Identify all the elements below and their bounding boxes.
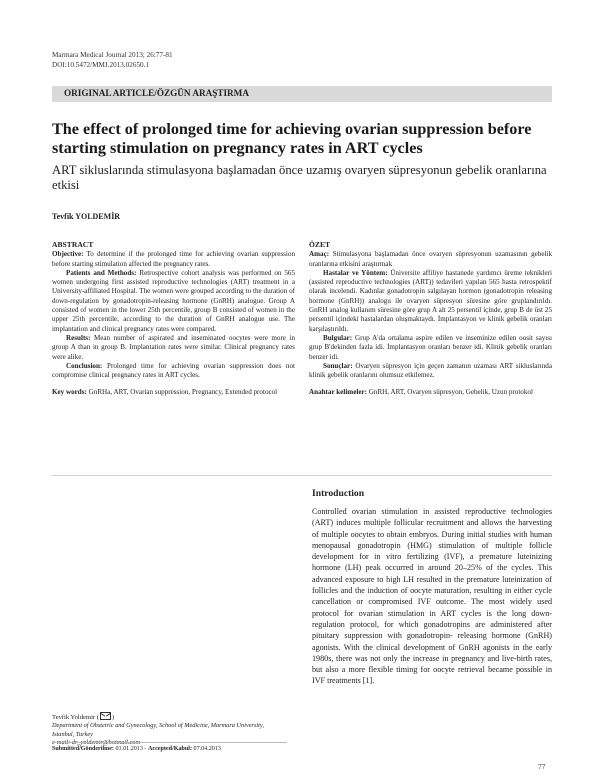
- accepted-date: 07.04.2013: [192, 746, 221, 752]
- submitted-label: Submitted/Gönderilme:: [52, 746, 114, 752]
- department-text: Department of Obstetric and Gynecology, School of Medicine, Marmara University, Istanbul, Turkey: [52, 722, 264, 738]
- anahtar-text: GnRH, ART, Ovaryen süpresyon, Gebelik, Uzun protokol: [367, 388, 533, 397]
- abstract-objective: [52, 250, 295, 269]
- abstract-results: [52, 334, 295, 362]
- correspondence-name: Tevfik Yoldemir: [52, 714, 96, 721]
- amac-label: Amaç:: [309, 250, 330, 259]
- methods-text: Retrospective cohort analysis was performed on 565 women undergoing first assisted reproductive technologies (ART) treatment in a University-affiliated Hospital. The women were grouped according to the duration of down-regulation by gonadotropin-releasing hormone (GnRH) analogue. Group A consisted of women in the lower 25th percentile, group B consisted of women in the upper 25th percentile, according to the duration of GnRH analogue use. The implantation and clinical pregnancy rates were compared.: [52, 268, 296, 333]
- results-label: Results:: [66, 333, 91, 342]
- ozet-sonuc: [309, 362, 552, 381]
- submitted-date: 03.01.2013: [113, 746, 143, 752]
- ozet-heading: ÖZET: [309, 240, 331, 249]
- author-name: Tevfik YOLDEMİR: [52, 212, 121, 221]
- ozet-yontem: [309, 269, 552, 334]
- conclusion-text: Prolonged time for achieving ovarian suppression does not compromise clinical pregnancy rates in ART cycles.: [52, 361, 295, 380]
- page-number: 77: [538, 762, 546, 771]
- sonuc-label: Sonuçlar:: [323, 361, 353, 370]
- anahtar-label: Anahtar kelimeler:: [309, 388, 367, 397]
- objective-label: Objective:: [52, 250, 84, 259]
- accepted-label: Accepted/Kabul:: [147, 746, 192, 752]
- section-divider: [52, 475, 552, 476]
- abstract-heading: ABSTRACT: [52, 240, 94, 249]
- objective-text: To determine if the prolonged time for achieving ovarian suppression before starting stimulation affected the pregnancy rates.: [52, 250, 295, 268]
- journal-doi: DOI:10.5472/MMJ.2013.02650.1: [52, 60, 150, 69]
- ozet-section: [309, 240, 552, 398]
- methods-label: Patients and Methods:: [66, 268, 137, 277]
- ozet-keywords: [309, 388, 552, 397]
- keywords-label: Key words:: [52, 388, 87, 397]
- ozet-amac: [309, 250, 552, 269]
- journal-name: Marmara Medical Journal 2013; 26:77-81: [52, 51, 173, 59]
- submission-dates: [52, 746, 221, 752]
- article-type-banner: [52, 86, 552, 102]
- abstract-keywords: [52, 388, 295, 397]
- introduction-heading: Introduction: [312, 488, 365, 499]
- journal-citation: [52, 51, 173, 70]
- article-title: The effect of prolonged time for achieving ovarian suppression before starting stimulation on pregnancy rates in ART cycles: [52, 120, 532, 157]
- yontem-text: Üniversite affiliye hastanede yardımcı üreme teknikleri (assisted reproductive technologies (ART)) tedavileri yapılan 565 hasta retrospektif olarak incelendi. Kadınlar gonadotropin salgılayan hormon (gonadotropin releasing hormone (GnRH)) analogu ile ovaryen süpresyon süresine göre gruplandırıldı. GnRH analog kullanım süresine göre grup A alt 25 persentil içinde, grup B de üst 25 persentil içindeki hastalardan oluşmaktaydı. İmplantasyon ve klinik gebelik oranları karşılaştırıldı.: [309, 268, 552, 333]
- ozet-bulgular: [309, 334, 552, 362]
- date-separator: -: [142, 746, 148, 752]
- email-text: e-mail: dr_yoldemir@hotmail.com: [52, 738, 140, 746]
- introduction-body: [312, 506, 552, 687]
- amac-text: Stimulasyona başlamadan önce ovaryen süpresyonun uzamasının gebelik oranlarına etkisini araştırmak: [309, 250, 552, 268]
- bulgular-label: Bulgular:: [323, 333, 353, 342]
- introduction-paragraph: Controlled ovarian stimulation in assisted reproductive technologies (ART) induces multiple follicular recruitment and allows the harvesting of multiple oocytes to obtain embryos. During initial studies with human menopausal gonadotropin (HMG) stimulation of multiple follicle development for in vitro fertilizing (IVF), a premature luteinizing hormone (LH) peak occurred in around 20–25% of the cycles. This advanced exposure to high LH resulted in the premature luteinization of follicles and the induction of oocyte maturation, resulting in either cycle cancellation or compromised IVF outcome. The most widely used protocol for ovarian stimulation in ART cycles is the long down-regulation protocol, for which gonadotropins are administered after pituitary suppression with gonadotropin- releasing hormone (GnRH) agonists. With the clinical development of GnRH agonists in the early 1980s, there was not only the increase in pregnancy and live-birth rates, but also a more flexible timing for oocyte retrieval became possible in IVF treatments [1].: [312, 507, 552, 686]
- correspondence-author: Tevfik Yoldemir ( ): [52, 714, 115, 721]
- sonuc-text: Ovaryen süpresyon için geçen zamanın uzaması ART sikluslarında klinik gebelik oranlarını olumsuz etkilemez.: [309, 361, 552, 380]
- correspondence-department: [52, 722, 282, 739]
- conclusion-label: Conclusion:: [66, 361, 103, 370]
- results-text: Mean number of aspirated and inseminated oocytes were more in group A than in group B. Implantation rates were similar. Clinical pregnancy rates were alike.: [52, 333, 295, 361]
- keywords-text: GnRHa, ART, Ovarian suppression, Pregnancy, Extended protocol: [86, 388, 278, 397]
- bulgular-text: Grup A'da ortalama aspire edilen ve inseminize edilen oosit sayısı grup B'dekinden fazla idi. İmplantasyon oranları benzer idi. Klinik gebelik oranları benzer idi.: [309, 333, 552, 361]
- footnote-divider: [52, 742, 287, 743]
- article-type: ORIGINAL ARTICLE/ÖZGÜN ARAŞTIRMA: [64, 88, 249, 98]
- envelope-icon: [100, 712, 111, 720]
- article-subtitle: ART sikluslarında stimulasyona başlamadan önce uzamış ovaryen süpresyonun gebelik oranlarına etkisi: [52, 163, 547, 192]
- abstract-conclusion: [52, 362, 295, 381]
- yontem-label: Hastalar ve Yöntem:: [323, 268, 388, 277]
- abstract-section: [52, 240, 295, 398]
- abstract-methods: [52, 269, 295, 334]
